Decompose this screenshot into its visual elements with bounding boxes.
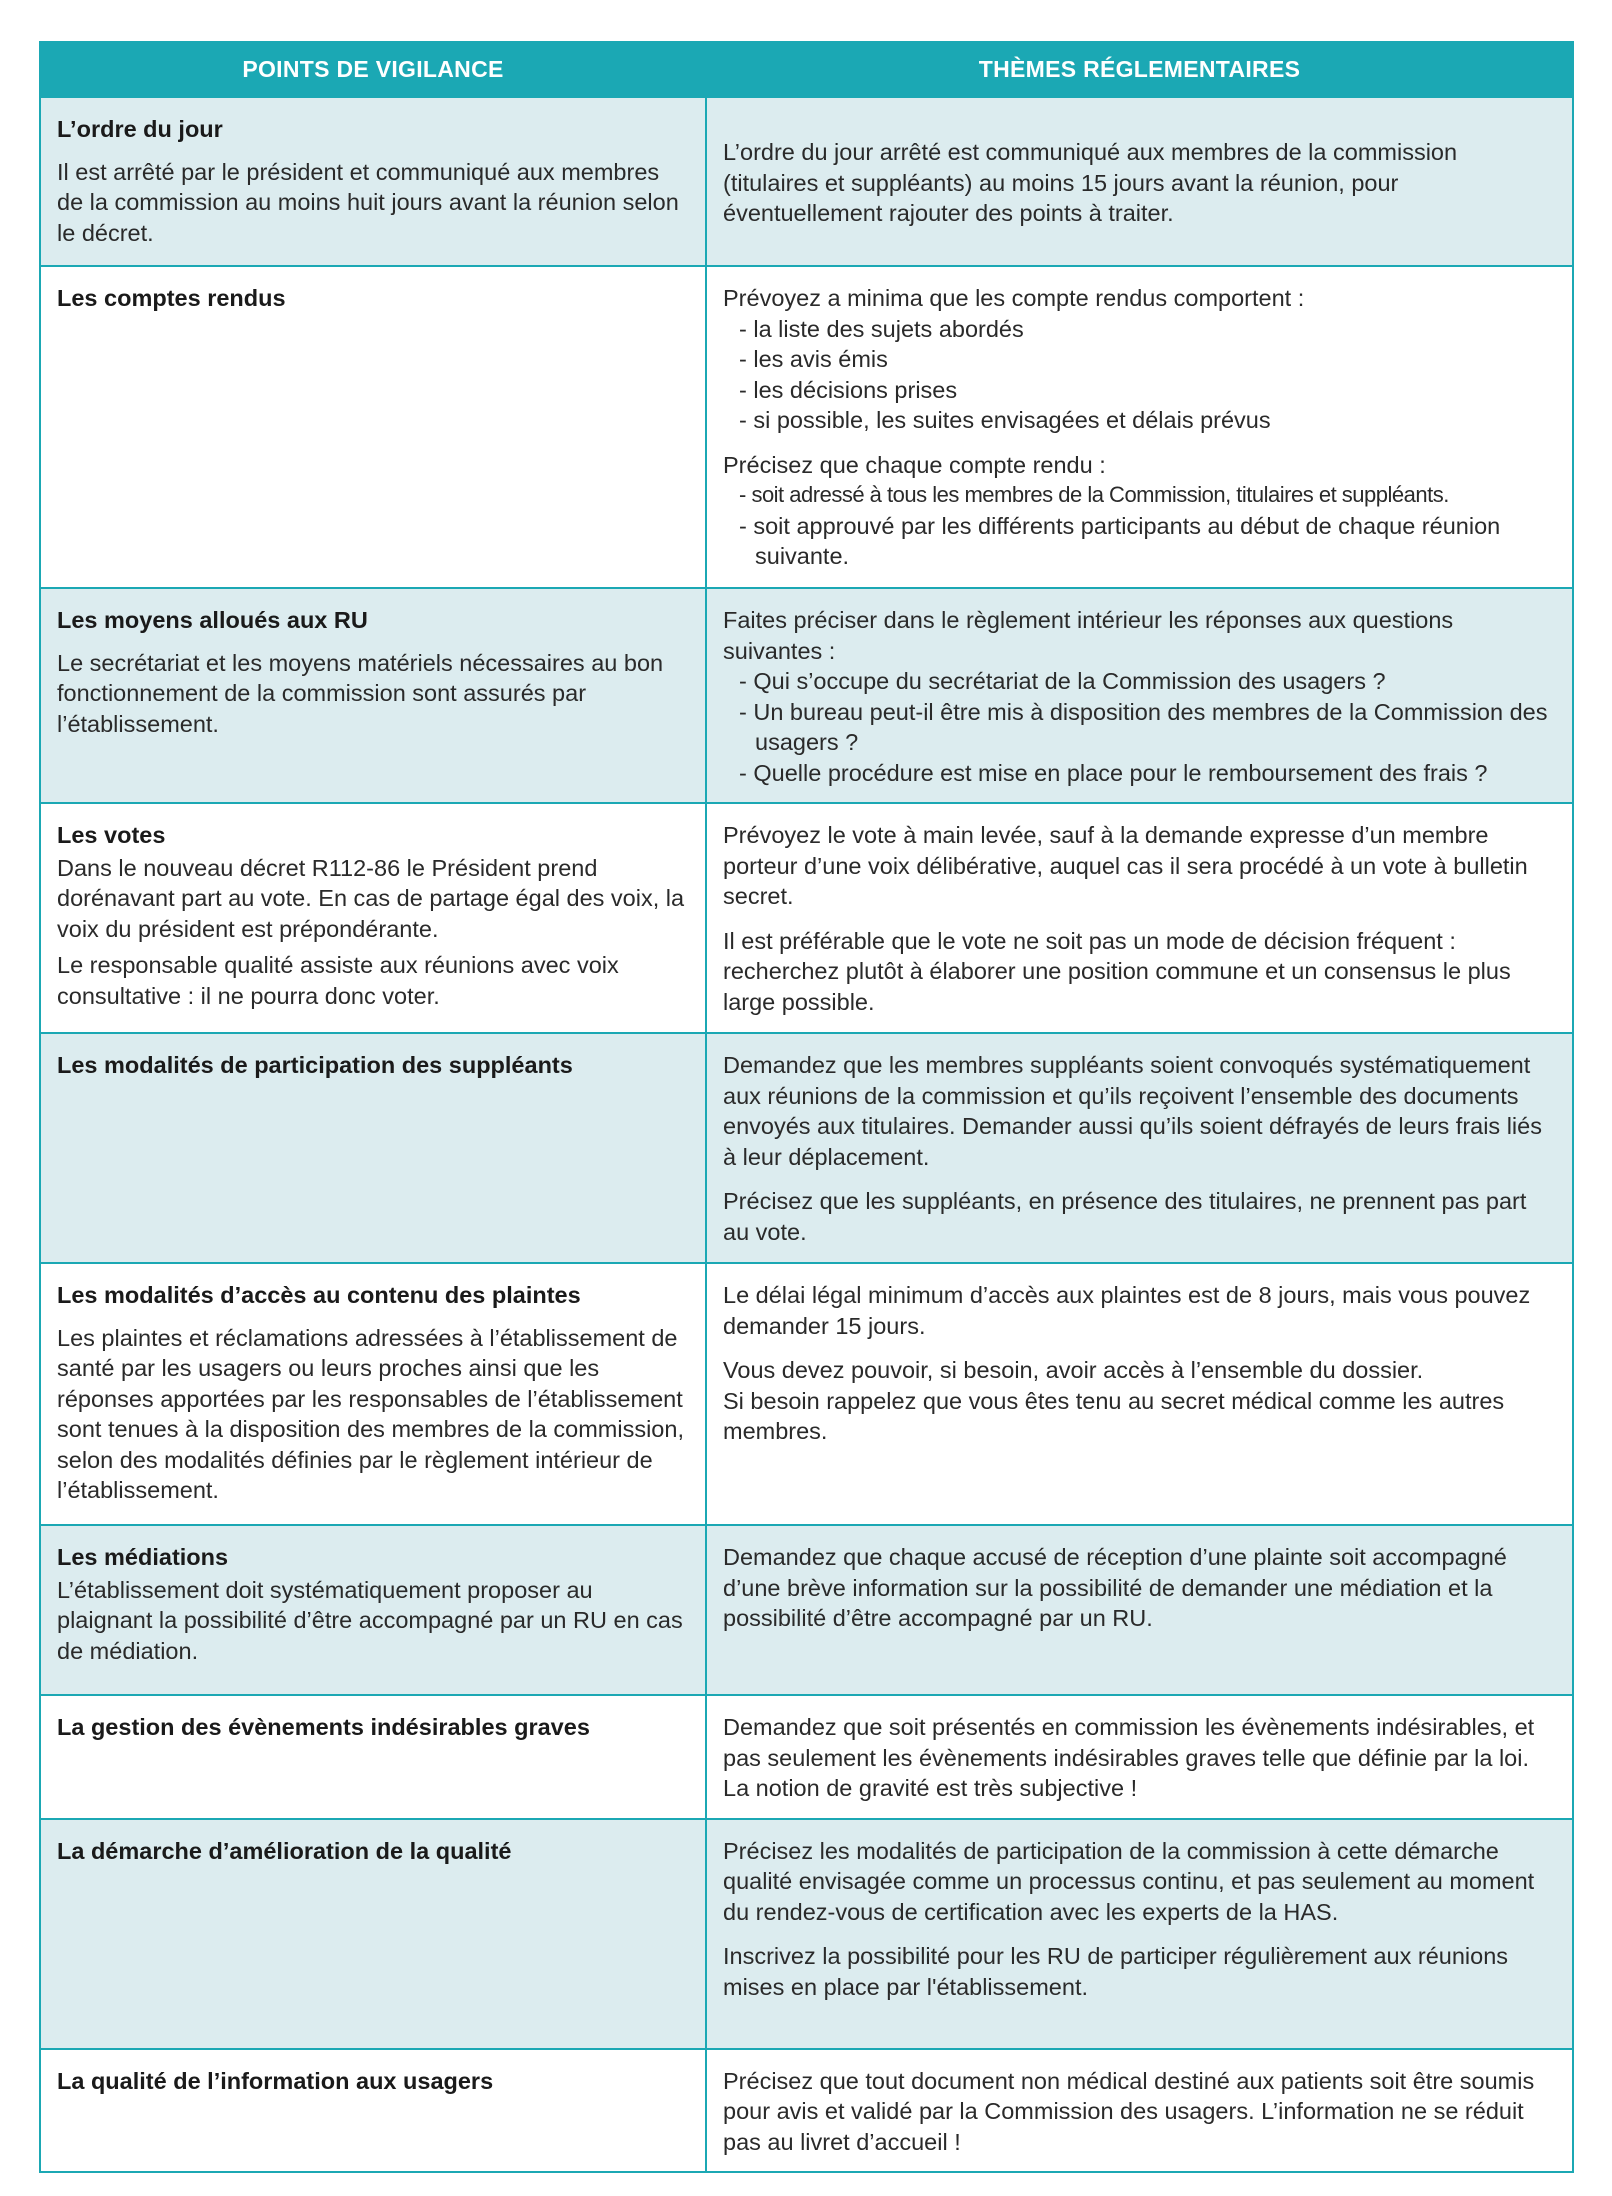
theme-text: Inscrivez la possibilité pour les RU de participer régulièrement aux réunions mises en place par l'établissement. bbox=[723, 1943, 1509, 2000]
theme-text: Il est préférable que le vote ne soit pas un mode de décision fréquent : recherchez plutôt à élaborer une position commune et un consensus le plus large possible. bbox=[723, 927, 1511, 1015]
table-row bbox=[40, 1033, 1573, 1263]
vigilance-cell bbox=[40, 803, 706, 1033]
vigilance-table-container bbox=[39, 41, 1572, 2173]
theme-cell bbox=[706, 588, 1573, 803]
theme-cell bbox=[706, 1695, 1573, 1819]
list-item: - les décisions prises bbox=[739, 376, 958, 403]
list-item: - soit adressé à tous les membres de la Commission, titulaires et suppléants. bbox=[739, 482, 1449, 507]
table-row bbox=[40, 266, 1573, 588]
row-description: Il est arrêté par le président et communiqué aux membres de la commission au moins huit jours avant la réunion selon le décret. bbox=[57, 158, 679, 246]
vigilance-cell bbox=[40, 1695, 706, 1819]
theme-cell bbox=[706, 266, 1573, 588]
theme-cell bbox=[706, 2049, 1573, 2173]
theme-text: Demandez que soit présentés en commission les évènements indésirables, et pas seulement les évènements indésirables graves telle que définie par la loi. La notion de gravité est très subjective ! bbox=[723, 1714, 1535, 1801]
theme-text: Le délai légal minimum d’accès aux plaintes est de 8 jours, mais vous pouvez demander 15 jours. bbox=[723, 1282, 1531, 1339]
header-points-de-vigilance: POINTS DE VIGILANCE bbox=[40, 42, 706, 97]
row-title: Les modalités de participation des suppléants bbox=[57, 1052, 573, 1078]
header-themes-reglementaires: THÈMES RÉGLEMENTAIRES bbox=[706, 42, 1573, 97]
theme-cell bbox=[706, 1033, 1573, 1263]
table-row bbox=[40, 1525, 1573, 1695]
theme-text: Demandez que chaque accusé de réception d’une plainte soit accompagné d’une brève information sur la possibilité de demander une médiation et la possibilité d’être accompagné par un RU. bbox=[723, 1544, 1507, 1631]
row-title: La démarche d’amélioration de la qualité bbox=[57, 1837, 512, 1864]
list-item: - Qui s’occupe du secrétariat de la Commission des usagers ? bbox=[739, 668, 1386, 694]
list-item: - les avis émis bbox=[739, 346, 888, 372]
row-title: La gestion des évènements indésirables graves bbox=[57, 1714, 590, 1740]
vigilance-cell bbox=[40, 1263, 706, 1525]
row-title: Les modalités d’accès au contenu des plaintes bbox=[57, 1282, 581, 1308]
row-title: Les médiations bbox=[57, 1544, 229, 1570]
vigilance-cell bbox=[40, 266, 706, 588]
list-item: - soit approuvé par les différents participants au début de chaque réunion suivante. bbox=[739, 512, 1501, 569]
vigilance-cell bbox=[40, 588, 706, 803]
vigilance-cell bbox=[40, 1525, 706, 1695]
vigilance-table bbox=[39, 41, 1574, 2173]
row-description: Le secrétariat et les moyens matériels nécessaires au bon fonctionnement de la commission sont assurés par l’établissement. bbox=[57, 649, 664, 737]
theme-text: Vous devez pouvoir, si besoin, avoir accès à l’ensemble du dossier. bbox=[723, 1357, 1424, 1383]
vigilance-cell bbox=[40, 1819, 706, 2049]
table-row bbox=[40, 97, 1573, 266]
vigilance-cell bbox=[40, 97, 706, 266]
row-description: Le responsable qualité assiste aux réunions avec voix consultative : il ne pourra donc voter. bbox=[57, 952, 619, 1009]
table-row bbox=[40, 803, 1573, 1033]
theme-intro: Faites préciser dans le règlement intérieur les réponses aux questions suivantes : bbox=[723, 607, 1454, 664]
list-item: - Quelle procédure est mise en place pour le remboursement des frais ? bbox=[739, 759, 1488, 786]
row-description: Les plaintes et réclamations adressées à l’établissement de santé par les usagers ou leurs proches ainsi que les réponses apportées par les responsables de l’établissement sont tenues à la disposition des membres de la commission, selon des modalités définies par le règlement intérieur de l’établissement. bbox=[57, 1324, 684, 1503]
theme-intro: Précisez que chaque compte rendu : bbox=[723, 451, 1106, 478]
table-row bbox=[40, 1263, 1573, 1525]
theme-cell bbox=[706, 1263, 1573, 1525]
list-item: - si possible, les suites envisagées et délais prévus bbox=[739, 407, 1271, 433]
theme-text: Demandez que les membres suppléants soient convoqués systématiquement aux réunions de la commission et qu’ils reçoivent l’ensemble des documents envoyés aux titulaires. Demander aussi qu’ils soient défrayés de leurs frais liés à leur déplacement. bbox=[723, 1052, 1542, 1170]
theme-text: Précisez les modalités de participation de la commission à cette démarche qualité envisagée comme un processus continu, et pas seulement au moment du rendez-vous de certification avec les experts de la HAS. bbox=[723, 1837, 1535, 1925]
theme-text: L’ordre du jour arrêté est communiqué aux membres de la commission (titulaires et suppléants) au moins 15 jours avant la réunion, pour éventuellement rajouter des points à traiter. bbox=[723, 139, 1458, 226]
theme-cell bbox=[706, 803, 1573, 1033]
table-row bbox=[40, 2049, 1573, 2173]
row-title: Les moyens alloués aux RU bbox=[57, 607, 368, 633]
row-title: La qualité de l’information aux usagers bbox=[57, 2067, 494, 2094]
row-title: L’ordre du jour bbox=[57, 116, 223, 142]
row-title: Les votes bbox=[57, 822, 166, 848]
theme-intro: Prévoyez a minima que les compte rendus comportent : bbox=[723, 285, 1305, 311]
theme-text: Si besoin rappelez que vous êtes tenu au secret médical comme les autres membres. bbox=[723, 1387, 1505, 1444]
table-row bbox=[40, 1819, 1573, 2049]
list-item: - Un bureau peut-il être mis à disposition des membres de la Commission des usagers ? bbox=[739, 698, 1548, 755]
row-title: Les comptes rendus bbox=[57, 285, 286, 311]
theme-text: Prévoyez le vote à main levée, sauf à la demande expresse d’un membre porteur d’une voix délibérative, auquel cas il sera procédé à un vote à bulletin secret. bbox=[723, 822, 1528, 909]
table-row bbox=[40, 588, 1573, 803]
vigilance-cell bbox=[40, 2049, 706, 2173]
row-description: L’établissement doit systématiquement proposer au plaignant la possibilité d’être accompagné par un RU en cas de médiation. bbox=[57, 1576, 683, 1664]
theme-text: Précisez que les suppléants, en présence des titulaires, ne prennent pas part au vote. bbox=[723, 1188, 1527, 1245]
theme-cell bbox=[706, 1525, 1573, 1695]
vigilance-cell bbox=[40, 1033, 706, 1263]
theme-text: Précisez que tout document non médical destiné aux patients soit être soumis pour avis et validé par la Commission des usagers. L’information ne se réduit pas au livret d’accueil ! bbox=[723, 2067, 1535, 2155]
theme-list bbox=[723, 314, 1556, 436]
table-header-row bbox=[40, 42, 1573, 97]
theme-cell bbox=[706, 1819, 1573, 2049]
list-item: - la liste des sujets abordés bbox=[739, 315, 1024, 342]
table-row bbox=[40, 1695, 1573, 1819]
row-description: Dans le nouveau décret R112-86 le Président prend dorénavant part au vote. En cas de partage égal des voix, la voix du président est prépondérante. bbox=[57, 854, 685, 942]
theme-cell bbox=[706, 97, 1573, 266]
